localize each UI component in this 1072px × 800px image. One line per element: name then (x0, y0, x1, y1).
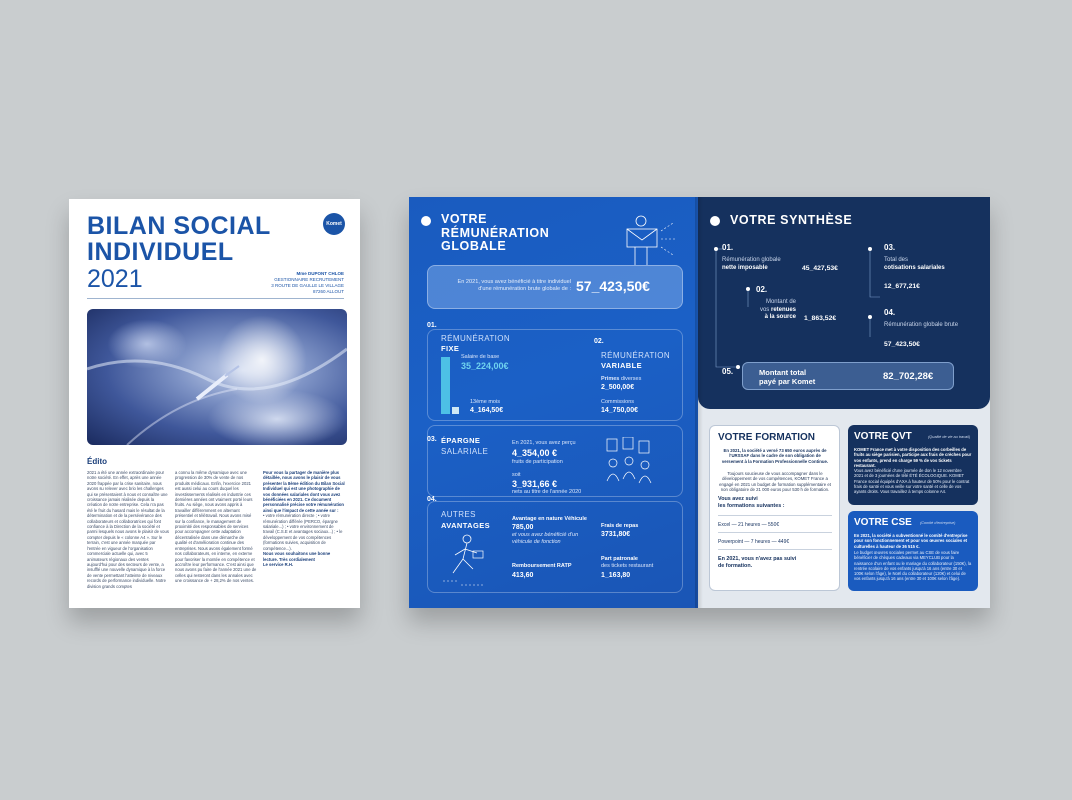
label-line: Montant total (759, 368, 807, 377)
section-number: 02. (594, 338, 604, 345)
mois-value: 4_164,50€ (470, 407, 504, 414)
remuneration-title (441, 213, 549, 254)
divider (718, 532, 832, 533)
formation-lead-text: En 2021, la société a versé 73 650 euros auprès de l'URSSAF dans le cadre de son obligation de versement à la Formation Professionnelle Continue. (721, 448, 829, 464)
synthese-label (884, 257, 945, 272)
brochure-spread (409, 197, 990, 608)
salaire-bar (441, 357, 450, 414)
cover-title (87, 213, 271, 265)
total-intro-text: En 2021, vous avez bénéficié à titre individuel d'une rémunération brute globale de : (457, 279, 571, 292)
formation-row: Excel — 21 heures — 550€ (718, 522, 780, 528)
cse-body: Le budget œuvres sociales permet au CSE de vous faire bénéficier de chèques cadeaux via MEYCLUB pour la naissance d'un enfant ou le mariage du collaborateur (150€), la rentrée scolaire de vos enfants jusqu'à 16 ans (entre 30 et 100€ selon l'âge), le Noël du collaborateur (120€) et celui de vos enfants jusqu'à 16 ans (entre 30 et 100€ selon l'âge). (854, 550, 972, 582)
formation-subtitle (718, 496, 785, 510)
repas-value: 3731,80€ (601, 531, 631, 538)
cse-lead (854, 533, 972, 549)
synthese-num: 03. (884, 243, 896, 252)
address-line: 3 ROUTE DE GAULLE LE VILLAGE (271, 283, 344, 288)
cover-page (69, 199, 360, 608)
synthese-num: 05. (722, 367, 734, 376)
label-line-bold: cotisations salariales (884, 264, 945, 271)
label-line: payé par Komet (759, 377, 816, 386)
total-komet-label (759, 368, 815, 386)
patronale-sub: des tickets restaurant (601, 563, 654, 569)
edito-signature: Le service R.H. (263, 561, 294, 567)
qvt-subtitle: (Qualité de vie au travail) (928, 435, 971, 439)
spread-fold-shadow (695, 197, 703, 608)
primes-value: 2_500,00€ (601, 384, 635, 391)
total-komet-box (742, 362, 954, 390)
subtitle-line: les formations suivantes : (718, 503, 785, 509)
mois-label: 13ème mois (470, 399, 500, 405)
synthese-num: 02. (756, 285, 768, 294)
epargne-label-bold: ÉPARGNE (441, 436, 481, 445)
qvt-body: Vous avez bénéficié d'une journée de don le 12 novembre 2021 et de 3 journées de télé ÉTÉ ÉCOLOGIQUE. KOMET France social équipés d'AXA à hauteur de 50% pour le contrat frais de santé et vous veille sur votre santé et celle de vos ayants droits. Vous travaillez à temps colonne A4. (854, 468, 970, 495)
epargne-label-thin: SALARIALE (441, 447, 489, 456)
section-number: 04. (427, 496, 437, 503)
edito-columns (87, 470, 345, 589)
logo-text: Komet (326, 221, 342, 227)
subtitle-line: Vous avez suivi (718, 496, 758, 502)
address-line: 87260 ALLOUT (312, 289, 344, 294)
edito-col-1: 2021 a été une année extraordinaire pour notre société. En effet, après une année 2020 frappée par la crise sanitaire, nous avons su relever avec brio les challenges qui se présentaient à nous et connaître une croissance jamais réalisée depuis la création de notre entreprise. Cela n'a pas été le fruit du hasard mais le résultat de la détermination et de la persévérance des collaborateurs et collaboratrices qui font confiance à la Direction de la société et parmi lesquels nous avons le plaisir de vous compter depuis le « colonne A4 ». Sur le terrain, c'est une année marquée par l'entrée en vigueur de l'organisation commerciale actuelle qui, avec 5 animateurs régionaux des ventes aujourd'hui pour des secteurs de vente, a insufflé une nouvelle dynamique à la force de vente permettant l'atteinte de niveaux records de performance individuelle. Notre division grands comptes (87, 470, 169, 589)
qvt-card (848, 425, 978, 505)
cse-title: VOTRE CSE (854, 517, 912, 528)
people-documents-illustration (599, 437, 659, 497)
formation-body: Toujours soucieuse de vous accompagner dans le développement de vos compétences, KOMET France a engagé en 2021 un budget de formation supplémentaire et non obligatoire de 21 000 euros pour 530 h de formation. (719, 471, 831, 493)
synthese-num: 01. (722, 243, 734, 252)
ratp-value: 413,60 (512, 572, 534, 579)
patronale-label: Part patronale (601, 556, 638, 562)
end-line: de formation. (718, 563, 753, 569)
label-line: vos (759, 306, 770, 313)
synthese-num: 04. (884, 308, 896, 317)
formation-end (718, 556, 796, 570)
synthese-label (756, 299, 796, 322)
primes-label-bold: Primes (601, 376, 620, 382)
total-remuneration-value: 57_423,50€ (576, 278, 650, 294)
primes-label-sub: diverses (620, 376, 642, 382)
net-imposable-value: 45_427,53€ (802, 265, 838, 272)
cse-subtitle: (Comité d'entreprise) (920, 521, 956, 525)
envelope-person-illustration (621, 213, 677, 267)
recipient-address (271, 271, 344, 295)
brute-value: 57_423,50€ (884, 341, 920, 348)
ratp-label: Remboursement RATP (512, 563, 572, 569)
vehicule-value: 785,00 (512, 524, 534, 531)
edito-col-3 (263, 470, 345, 589)
total-remuneration-box (427, 265, 683, 309)
photo-cables (87, 309, 347, 445)
label-line: Montant de (765, 299, 796, 305)
cse-card (848, 511, 978, 591)
divider (718, 515, 832, 516)
komet-logo (323, 213, 345, 235)
interessement-value: 3_931,66 € (512, 479, 558, 489)
patronale-value: 1_163,80 (601, 572, 631, 579)
synthese-label (722, 257, 781, 272)
cse-lead-text: En 2021, la société a subventionné le comité d'entreprise pour son fonctionnement et pour vos œuvres sociales et culturelles à hauteur de 36 515 €. (854, 533, 968, 549)
cover-title-line2: INDIVIDUEL (87, 238, 234, 266)
remuneration-page (409, 197, 698, 608)
title-line: GLOBALE (441, 239, 507, 253)
title-line: VOTRE (441, 212, 488, 226)
edito-list: • votre rémunération directe ; • votre rémunération différée (PERCO, épargne salariale...) ; • votre environnement de travail (C.S.E et avantages sociaux...) ; • le développement de vos compétences (formations suivies, acquisition de compétence...). (263, 513, 343, 551)
edito-lead: Pour vous la partager de manière plus détaillée, nous avons le plaisir de vous présenter la 8ème édition du Bilan Social Individuel qui est une photographie de vos données salariales dont vous avez bénéficiées en 2021. Ce document personnalisé précise votre rémunération ainsi que l'impact de cette année sur : (263, 470, 345, 513)
participation-label: fruits de participation (512, 459, 563, 465)
vehicule-sub: et vous avez bénéficié d'un véhicule de fonction (512, 532, 579, 545)
retenues-value: 1_863,52€ (804, 315, 837, 322)
address-line: GESTIONNAIRE RECRUTEMENT (274, 277, 344, 282)
title-line: RÉMUNÉRATION (441, 225, 550, 240)
total-komet-value: 82_702,28€ (883, 371, 934, 382)
salaire-label: Salaire de base (461, 354, 500, 360)
label-line-bold: nette imposable (722, 264, 768, 271)
fixe-label-thin: RÉMUNÉRATION (441, 334, 511, 343)
edito-heading: Édito (87, 457, 107, 466)
vehicule-label: Avantage en nature Véhicule (512, 516, 587, 522)
edito-closing: Nous vous souhaitons une bonne lecture. Très cordialement (263, 551, 331, 562)
autres-label-bold: AVANTAGES (441, 521, 491, 530)
formation-card (709, 425, 840, 591)
section-bullet (421, 216, 431, 226)
fixe-label-bold: FIXE (441, 344, 460, 353)
formation-row: Powerpoint — 7 heures — 449€ (718, 539, 790, 545)
label-line-bold: à la source (764, 314, 796, 320)
salaire-value: 35_224,00€ (461, 361, 509, 371)
end-line: En 2021, vous n'avez pas suivi (718, 556, 797, 562)
variable-label-bold: VARIABLE (601, 361, 642, 370)
edito-col-2: a connu la même dynamique avec une progression de 30% de vente de nos produits médicaux. Enfin, l'exercice 2021 est aussi celui au cours duquel les investissements réalisés en industrie ces dernières années ont vraiment porté leurs fruits. Au siège, nous avons appris à travailler différemment en alternant présentiel et télétravail. Nous avons misé sur la confiance, le management de proximité des responsables de services pour accompagner cette adaptation décentralisée dans une démarche de qualité et d'amélioration continue des entreprises. Nous avons également formé nos collaborateurs, en interne, en externe pour favoriser la montée en compétence et accroître leur performance. C'est ainsi que nous avons pu faire de l'année 2021 une de celles qui resteront dans les annales avec une croissance de + 28,2% de nos ventes. (175, 470, 257, 584)
synthese-title: VOTRE SYNTHÈSE (730, 213, 853, 227)
label-line-bold: retenues (770, 306, 796, 313)
address-line: Mme DUPONT CHLOE (296, 271, 344, 276)
section-number: 01. (427, 322, 437, 329)
interessement-label: nets au titre de l'année 2020 (512, 489, 582, 495)
qvt-lead-text: KOMET France met à votre disposition des corbeilles de fruits au siège parisien, participe aux frais de crèches pour vos enfants, prend en charge 59 % de vos tickets restaurant. (854, 447, 972, 468)
synthese-label: Rémunération globale brute (884, 322, 959, 328)
epargne-intro: En 2021, vous avez perçu (512, 440, 576, 446)
formation-title: VOTRE FORMATION (718, 432, 816, 443)
commissions-value: 14_750,00€ (601, 407, 638, 414)
mois-bar (452, 407, 459, 414)
commissions-label: Commissions (601, 399, 635, 405)
label-line: Rémunération globale (722, 257, 781, 263)
autres-label-thin: AUTRES (441, 510, 476, 519)
primes-label (601, 376, 641, 383)
qvt-lead (854, 447, 972, 468)
formation-lead (718, 448, 832, 464)
cover-photo (87, 309, 347, 445)
divider (718, 549, 832, 550)
runner-illustration (443, 533, 493, 589)
repas-label: Frais de repas (601, 523, 639, 529)
participation-value: 4_354,00 € (512, 448, 558, 458)
cover-year: 2021 (87, 265, 143, 293)
cover-title-line1: BILAN SOCIAL (87, 212, 271, 240)
section-number: 03. (427, 436, 437, 443)
soit-label: soit (512, 472, 521, 478)
variable-label-thin: RÉMUNÉRATION (601, 351, 671, 360)
synthese-page (698, 197, 990, 608)
synthese-panel (698, 197, 990, 409)
cotisations-value: 12_677,21€ (884, 283, 920, 290)
qvt-title: VOTRE QVT (854, 431, 912, 442)
label-line: Total des (884, 257, 909, 263)
divider (87, 298, 344, 299)
